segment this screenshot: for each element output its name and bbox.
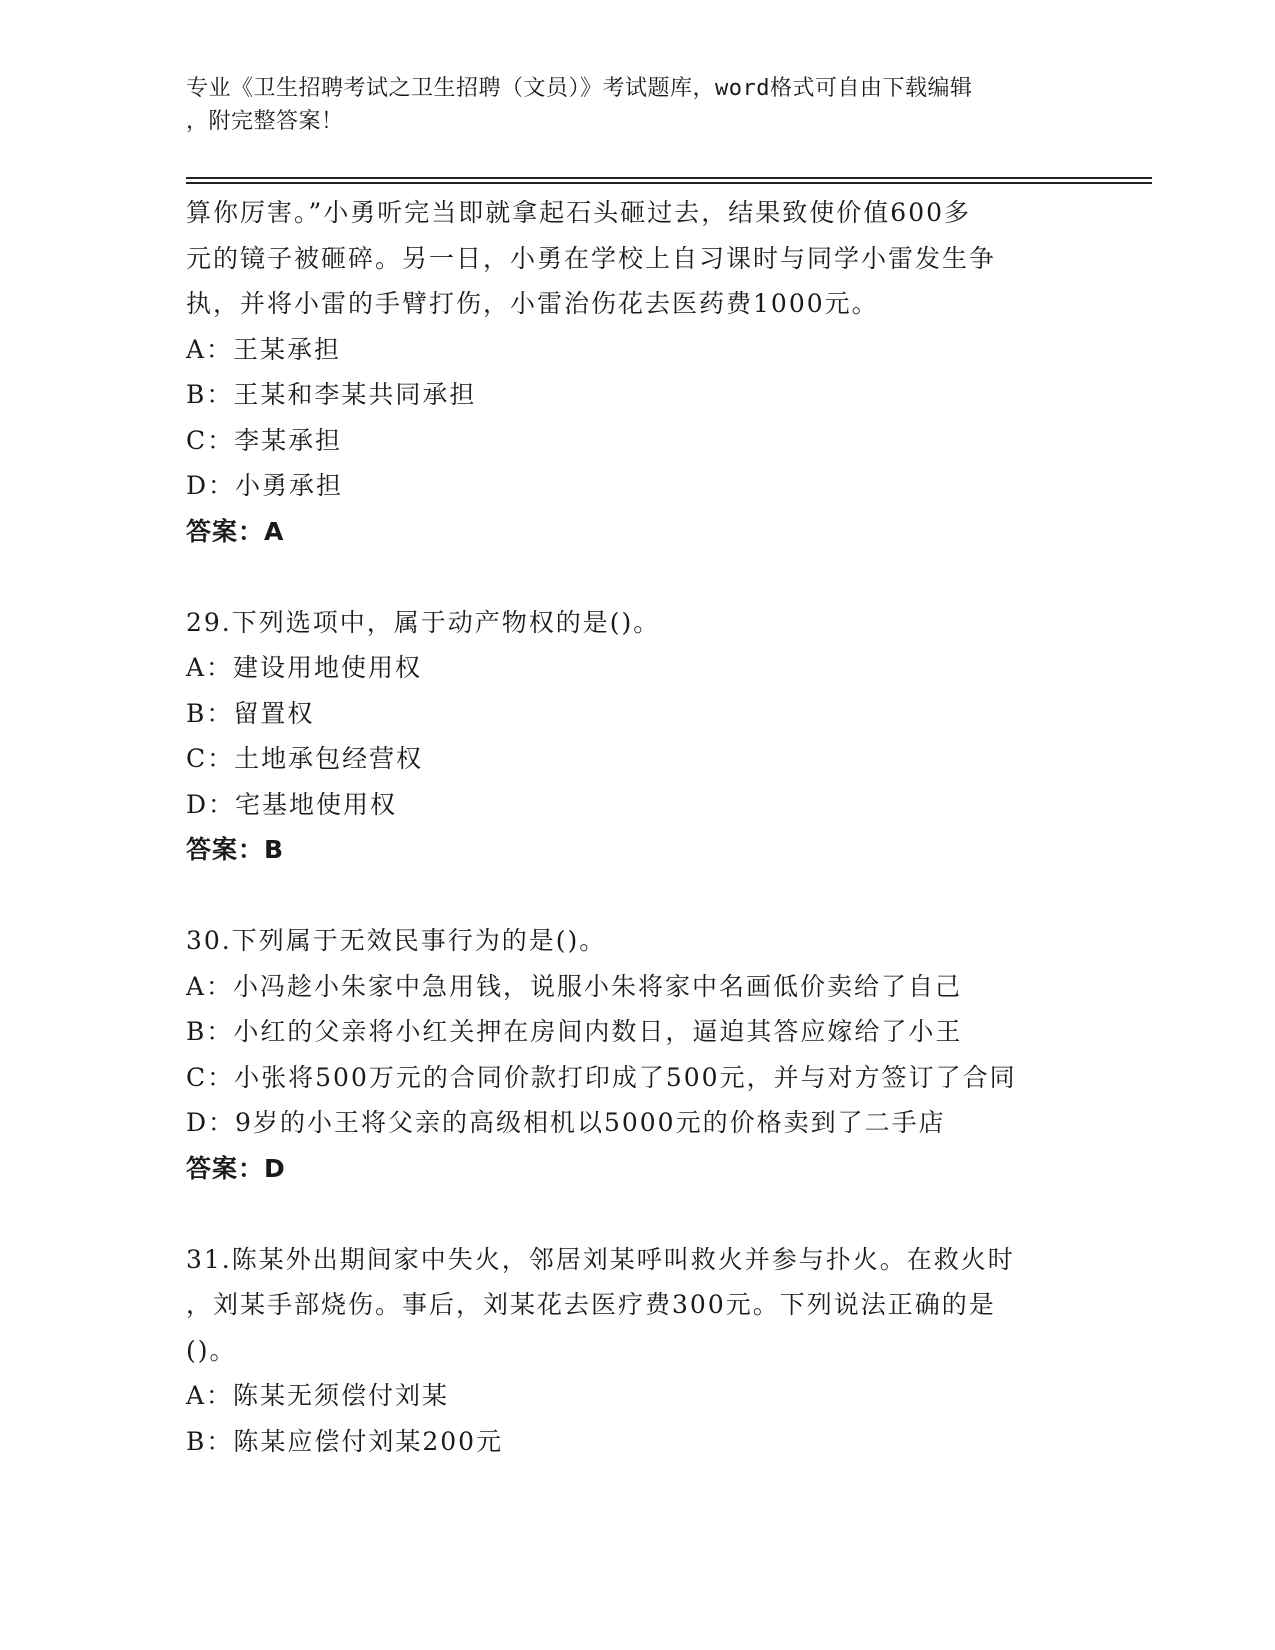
document-body — [186, 190, 1086, 1464]
option-b: B：留置权 — [186, 698, 315, 728]
option-b: B：陈某应偿付刘某200元 — [186, 1426, 504, 1456]
option-d: D：9岁的小王将父亲的高级相机以5000元的价格卖到了二手店 — [186, 1108, 946, 1137]
spacer — [186, 554, 1086, 600]
option-c: C：土地承包经营权 — [186, 744, 424, 773]
question-text-line: 执，并将小雷的手臂打伤，小雷治伤花去医药费1000元。 — [186, 289, 879, 318]
question-stem-line: ()。 — [186, 1335, 237, 1365]
option-a: A：建设用地使用权 — [186, 653, 423, 682]
question-stem: 30.下列属于无效民事行为的是()。 — [186, 926, 607, 955]
option-b: B：王某和李某共同承担 — [186, 380, 477, 409]
option-b: B：小红的父亲将小红关押在房间内数日，逼迫其答应嫁给了小王 — [186, 1017, 963, 1046]
question-stem: 29.下列选项中，属于动产物权的是()。 — [186, 607, 661, 637]
page-header — [186, 72, 1066, 138]
spacer — [186, 1191, 1086, 1237]
header-divider-bottom — [186, 182, 1152, 184]
question-31 — [186, 1237, 1086, 1465]
answer-label: 答案：B — [186, 835, 285, 864]
header-line-2: ，附完整答案！ — [186, 109, 344, 134]
option-c: C：李某承担 — [186, 425, 343, 455]
option-a: A：王某承担 — [186, 334, 342, 364]
question-text-line: 元的镜子被砸碎。另一日，小勇在学校上自习课时与同学小雷发生争 — [186, 243, 997, 273]
option-a: A：小冯趁小朱家中急用钱，说服小朱将家中名画低价卖给了自己 — [186, 971, 963, 1001]
question-29 — [186, 600, 1086, 873]
answer-label: 答案：A — [186, 516, 285, 546]
question-stem-line: 31.陈某外出期间家中失火，邻居刘某呼叫救火并参与扑火。在救火时 — [186, 1244, 1015, 1274]
option-d: D：宅基地使用权 — [186, 789, 398, 819]
answer-label: 答案：D — [186, 1153, 286, 1183]
option-d: D：小勇承担 — [186, 471, 344, 500]
header-divider-top — [186, 177, 1152, 179]
question-stem-line: ，刘某手部烧伤。事后，刘某花去医疗费300元。下列说法正确的是 — [186, 1290, 996, 1319]
question-30 — [186, 918, 1086, 1191]
question-text-line: 算你厉害。”小勇听完当即就拿起石头砸过去，结果致使价值600多 — [186, 198, 972, 227]
question-28-continuation — [186, 190, 1086, 554]
option-a: A：陈某无须偿付刘某 — [186, 1381, 450, 1410]
option-c: C：小张将500万元的合同价款打印成了500元，并与对方签订了合同 — [186, 1062, 1017, 1092]
header-line-1: 专业《卫生招聘考试之卫生招聘（文员）》考试题库，word格式可自由下载编辑 — [186, 76, 973, 101]
spacer — [186, 873, 1086, 919]
